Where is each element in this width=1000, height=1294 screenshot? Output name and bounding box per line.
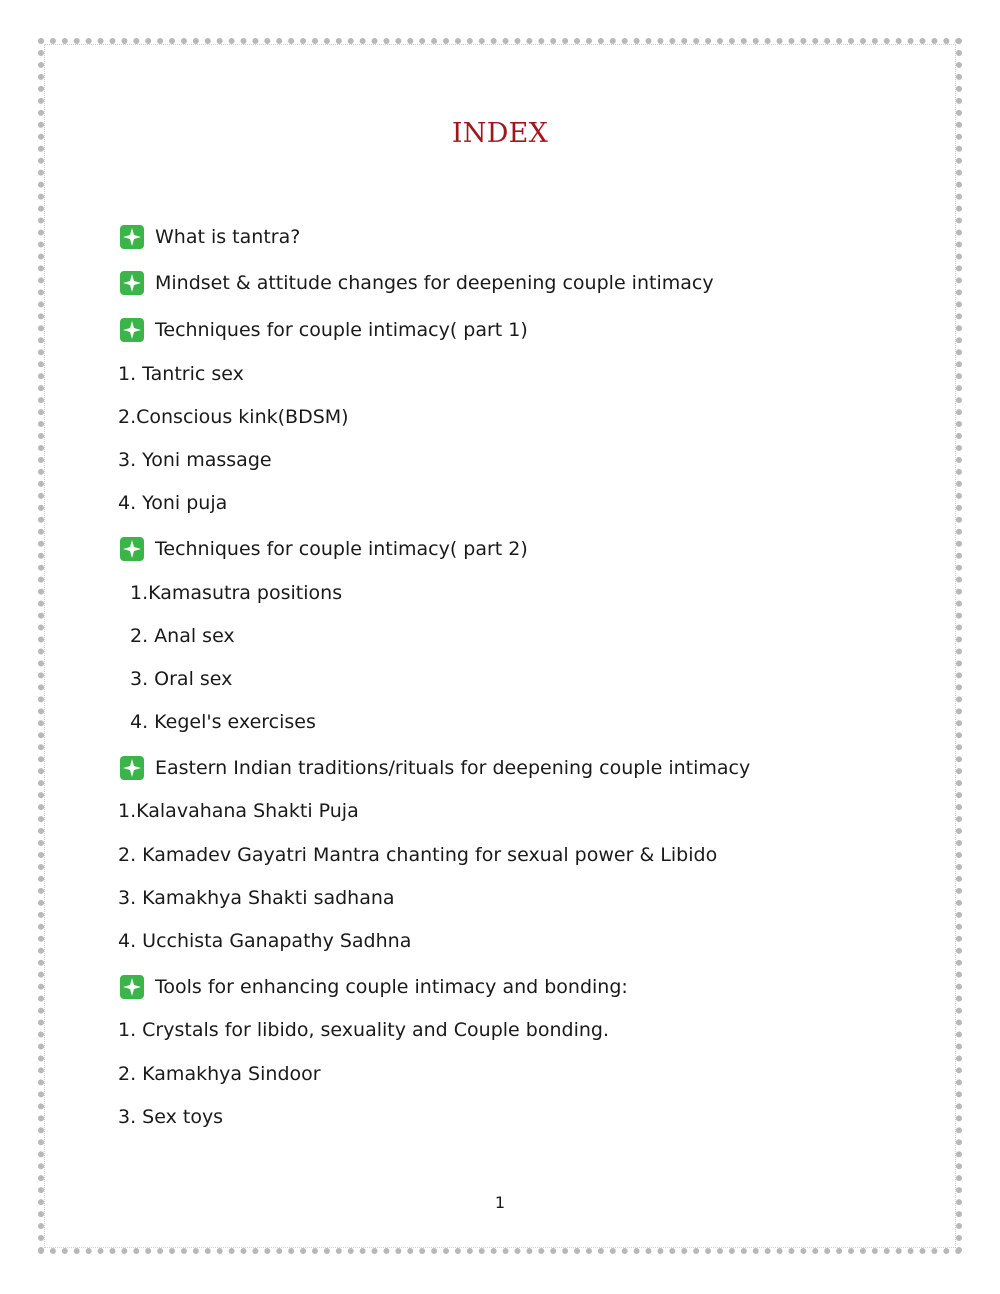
index-item: 3. Oral sex — [130, 668, 233, 690]
sparkle-icon — [120, 537, 144, 561]
index-item: 4. Ucchista Ganapathy Sadhna — [118, 930, 412, 952]
sparkle-icon — [120, 225, 144, 249]
index-item: 1.Kamasutra positions — [130, 582, 343, 604]
index-item: 1.Kalavahana Shakti Puja — [118, 800, 359, 822]
page-number: 1 — [494, 1193, 506, 1212]
index-heading — [120, 224, 300, 250]
index-heading — [120, 974, 628, 1000]
index-item: 1. Tantric sex — [118, 363, 244, 385]
index-item: 2. Kamakhya Sindoor — [118, 1063, 321, 1085]
index-item: 3. Sex toys — [118, 1106, 224, 1128]
index-heading-text: Techniques for couple intimacy( part 1) — [155, 319, 528, 341]
index-item: 2.Conscious kink(BDSM) — [118, 406, 349, 428]
index-item: 3. Kamakhya Shakti sadhana — [118, 887, 395, 909]
page-title: INDEX — [451, 118, 549, 149]
index-heading — [120, 536, 528, 562]
sparkle-icon — [120, 756, 144, 780]
index-heading-text: Eastern Indian traditions/rituals for deepening couple intimacy — [155, 757, 751, 779]
index-heading-text: What is tantra? — [155, 226, 301, 248]
index-item: 4. Yoni puja — [118, 492, 228, 514]
sparkle-icon — [120, 318, 144, 342]
index-heading — [120, 317, 528, 343]
index-item: 2. Anal sex — [130, 625, 235, 647]
index-item: 2. Kamadev Gayatri Mantra chanting for sexual power & Libido — [118, 844, 718, 866]
index-heading-text: Tools for enhancing couple intimacy and bonding: — [155, 976, 628, 998]
index-heading-text: Techniques for couple intimacy( part 2) — [155, 538, 528, 560]
index-heading — [120, 270, 714, 296]
sparkle-icon — [120, 975, 144, 999]
index-heading — [120, 755, 750, 781]
index-item: 4. Kegel's exercises — [130, 711, 316, 733]
index-item: 1. Crystals for libido, sexuality and Couple bonding. — [118, 1019, 609, 1041]
sparkle-icon — [120, 271, 144, 295]
index-heading-text: Mindset & attitude changes for deepening couple intimacy — [155, 272, 714, 294]
index-item: 3. Yoni massage — [118, 449, 272, 471]
